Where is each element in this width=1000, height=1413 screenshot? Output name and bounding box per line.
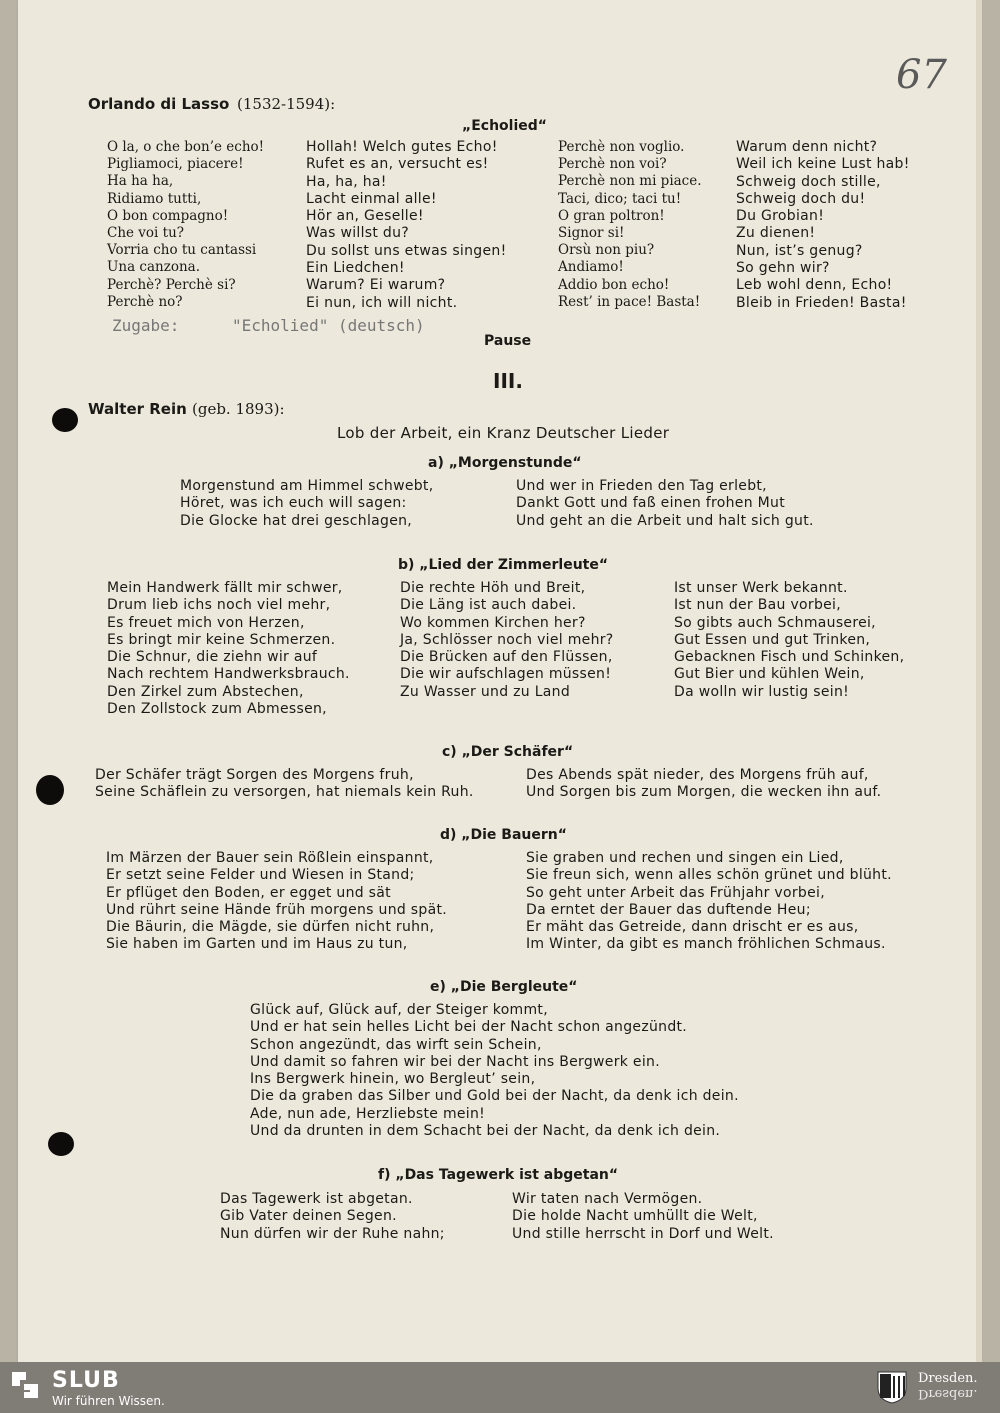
lyric-line: Gut Essen und gut Trinken,	[674, 631, 871, 648]
section-numeral-three: III.	[493, 369, 523, 393]
paper-edge	[976, 0, 982, 1362]
lyric-line: Bleib in Frieden! Basta!	[736, 294, 907, 311]
composer-dates-lasso: (1532-1594):	[237, 95, 336, 113]
lyric-line: So geht unter Arbeit das Frühjahr vorbei,	[526, 884, 825, 901]
lyric-line: Hollah! Welch gutes Echo!	[306, 139, 498, 155]
song-title-bauern: d) „Die Bauern“	[440, 827, 567, 843]
lyric-line: Nun dürfen wir der Ruhe nahn;	[220, 1225, 445, 1242]
tagewerk-right	[512, 1191, 774, 1243]
schaefer-left	[95, 767, 474, 802]
lyric-line: Gebacknen Fisch und Schinken,	[674, 649, 905, 666]
lyric-line: Sie freun sich, wenn alles schön grünet und blüht.	[526, 867, 892, 884]
lyric-line: Perchè no?	[107, 293, 183, 310]
song-title-schaefer: c) „Der Schäfer“	[442, 744, 574, 760]
lyric-line: Perchè? Perchè si?	[107, 276, 236, 293]
lyric-line: Dankt Gott und faß einen frohen Mut	[516, 495, 785, 512]
lyric-line: Er mäht das Getreide, dann drischt er es aus,	[526, 919, 859, 936]
lyric-line: Es bringt mir keine Schmerzen.	[107, 631, 336, 648]
composer-name-rein: Walter Rein	[88, 400, 187, 418]
echolied-german-col-4	[736, 139, 910, 312]
lyric-line: Seine Schäflein zu versorgen, hat niemals kein Ruh.	[95, 784, 474, 801]
echolied-german-col-2	[306, 139, 506, 312]
lyric-line: Was willst du?	[306, 225, 410, 242]
lyric-line: Drum lieb ichs noch viel mehr,	[107, 597, 331, 614]
lyric-line: Schweig doch stille,	[736, 173, 881, 190]
lyric-line: Es freuet mich von Herzen,	[107, 614, 305, 631]
lyric-line: Die Glocke hat drei geschlagen,	[180, 512, 413, 529]
song-title-tagewerk: f) „Das Tagewerk ist abgetan“	[378, 1167, 619, 1183]
lyric-line: Hör an, Geselle!	[306, 208, 424, 225]
footer-brand[interactable]: SLUB	[52, 1368, 120, 1393]
lyric-line: Ade, nun ade, Herzliebste mein!	[250, 1105, 486, 1122]
lyric-line: Die da graben das Silber und Gold bei der Nacht, da denk ich dein.	[250, 1088, 739, 1105]
lyric-line: Wo kommen Kirchen her?	[400, 614, 586, 631]
lyric-line: So gibts auch Schmauserei,	[674, 614, 876, 631]
lyric-line: Perchè non voi?	[558, 156, 667, 173]
lyric-line: O la, o che bon’e echo!	[107, 139, 265, 155]
lyric-line: Schweig doch du!	[736, 190, 866, 207]
zimmerleute-col-2	[400, 580, 614, 701]
composer-name-lasso: Orlando di Lasso	[88, 95, 230, 113]
lyric-line: Andiamo!	[558, 259, 624, 276]
lyric-line: Ja, Schlösser noch viel mehr?	[400, 631, 614, 648]
tagewerk-left	[220, 1191, 445, 1243]
lyric-line: Zu dienen!	[736, 225, 816, 242]
song-title-morgenstunde: a) „Morgenstunde“	[428, 455, 582, 471]
lyric-line: Wir taten nach Vermögen.	[512, 1191, 703, 1207]
lyric-line: Und damit so fahren wir bei der Nacht ins Bergwerk ein.	[250, 1053, 660, 1070]
lyric-line: Und rührt seine Hände früh morgens und spät.	[106, 901, 448, 918]
lyric-line: Du Grobian!	[736, 208, 825, 225]
lyric-line: Vorria cho tu cantassi	[107, 242, 257, 259]
lyric-line: So gehn wir?	[736, 260, 830, 277]
lyric-line: Er setzt seine Felder und Wiesen in Stand;	[106, 867, 415, 884]
bergleute-lines	[250, 1002, 739, 1140]
schaefer-right	[526, 767, 881, 802]
zimmerleute-col-3	[674, 580, 904, 701]
lyric-line: Zu Wasser und zu Land	[400, 683, 571, 700]
lyric-line: Pigliamoci, piacere!	[107, 156, 244, 173]
lyric-line: Ist nun der Bau vorbei,	[674, 597, 841, 614]
lyric-line: Ist unser Werk bekannt.	[674, 580, 848, 596]
lyric-line: Ei nun, ich will nicht.	[306, 294, 458, 311]
lyric-line: Die rechte Höh und Breit,	[400, 580, 586, 596]
lyric-line: Sie graben und rechen und singen ein Lied,	[526, 850, 844, 866]
lyric-line: Schon angezündt, das wirft sein Schein,	[250, 1036, 542, 1053]
morgenstunde-left	[180, 478, 433, 530]
lyric-line: Gut Bier und kühlen Wein,	[674, 666, 865, 683]
lyric-line: Im Märzen der Bauer sein Rößlein einspannt,	[106, 850, 434, 866]
lyric-line: Die Läng ist auch dabei.	[400, 597, 577, 614]
lyric-line: Des Abends spät nieder, des Morgens früh auf,	[526, 767, 869, 783]
echolied-italian-col-1	[107, 139, 264, 311]
punch-hole-bottom	[48, 1132, 74, 1156]
lyric-line: Und geht an die Arbeit und halt sich gut.	[516, 512, 814, 529]
lyric-line: Addio bon echo!	[558, 276, 670, 293]
lyric-line: Die holde Nacht umhüllt die Welt,	[512, 1208, 758, 1225]
lyric-line: Signor si!	[558, 225, 625, 242]
lyric-line: Die Bäurin, die Mägde, sie dürfen nicht ruhn,	[106, 919, 435, 936]
lyric-line: Da wolln wir lustig sein!	[674, 683, 850, 700]
lyric-line: Du sollst uns etwas singen!	[306, 242, 507, 259]
lyric-line: Una canzona.	[107, 259, 200, 276]
lyric-line: Die wir aufschlagen müssen!	[400, 666, 612, 683]
lyric-line: Die Brücken auf den Flüssen,	[400, 649, 613, 666]
lyric-line: Warum denn nicht?	[736, 139, 878, 155]
lyric-line: Nun, ist’s genug?	[736, 242, 863, 259]
punch-hole-top	[52, 408, 78, 432]
composer-dates-rein: (geb. 1893):	[192, 400, 285, 418]
lyric-line: Und wer in Frieden den Tag erlebt,	[516, 478, 767, 494]
lyric-line: Im Winter, da gibt es manch fröhlichen Schmaus.	[526, 936, 886, 953]
lyric-line: O bon compagno!	[107, 207, 229, 224]
footer-bar	[0, 1362, 1000, 1413]
pause-label: Pause	[484, 333, 532, 349]
lyric-line: Sie haben im Garten und im Haus zu tun,	[106, 936, 408, 953]
lyric-line: Ridiamo tutti,	[107, 190, 202, 207]
lyric-line: Der Schäfer trägt Sorgen des Morgens fruh,	[95, 767, 414, 783]
morgenstunde-right	[516, 478, 814, 530]
lyric-line: Weil ich keine Lust hab!	[736, 156, 910, 173]
lyric-line: Den Zirkel zum Abstechen,	[107, 683, 304, 700]
lyric-line: Den Zollstock zum Abmessen,	[107, 701, 327, 718]
song-title-zimmerleute: b) „Lied der Zimmerleute“	[398, 557, 609, 573]
lyric-line: Ins Bergwerk hinein, wo Bergleut’ sein,	[250, 1071, 536, 1088]
lyric-line: Leb wohl denn, Echo!	[736, 277, 893, 294]
encore-label: Zugabe:	[112, 316, 180, 335]
lyric-line: Und Sorgen bis zum Morgen, die wecken ihn auf.	[526, 784, 882, 801]
lyric-line: Und er hat sein helles Licht bei der Nacht schon angezündt.	[250, 1019, 688, 1036]
lyric-line: Und da drunten in dem Schacht bei der Nacht, da denk ich dein.	[250, 1123, 721, 1140]
lyric-line: Das Tagewerk ist abgetan.	[220, 1191, 413, 1207]
lyric-line: Lacht einmal alle!	[306, 190, 437, 207]
lyric-line: Perchè non mi piace.	[558, 173, 702, 190]
cycle-title: Lob der Arbeit, ein Kranz Deutscher Lieder	[337, 424, 670, 442]
lyric-line: Und stille herrscht in Dorf und Welt.	[512, 1225, 774, 1242]
slub-logo-icon	[10, 1370, 40, 1400]
encore-title: "Echolied" (deutsch)	[232, 316, 425, 335]
lyric-line: Rufet es an, versucht es!	[306, 156, 489, 173]
lyric-line: Orsù non piu?	[558, 242, 655, 259]
echolied-italian-col-3	[558, 139, 702, 311]
lyric-line: Glück auf, Glück auf, der Steiger kommt,	[250, 1002, 548, 1018]
dresden-crest-icon	[876, 1370, 908, 1404]
song-title-bergleute: e) „Die Bergleute“	[430, 979, 578, 995]
lyric-line: Perchè non voglio.	[558, 139, 685, 155]
punch-hole-middle	[36, 775, 64, 805]
page-number-handwritten: 67	[896, 52, 947, 98]
lyric-line: Ha ha ha,	[107, 173, 174, 190]
lyric-line: Warum? Ei warum?	[306, 277, 446, 294]
lyric-line: Che voi tu?	[107, 225, 185, 242]
lyric-line: Er pflüget den Boden, er egget und sät	[106, 884, 391, 901]
lyric-line: Morgenstund am Himmel schwebt,	[180, 478, 434, 494]
song-title-echolied: „Echolied“	[462, 118, 547, 134]
lyric-line: Taci, dico; taci tu!	[558, 190, 682, 207]
bauern-left	[106, 850, 447, 954]
lyric-line: Höret, was ich euch will sagen:	[180, 495, 407, 512]
lyric-line: Ha, ha, ha!	[306, 173, 387, 190]
bauern-right	[526, 850, 892, 954]
footer-tagline: Wir führen Wissen.	[52, 1394, 165, 1408]
zimmerleute-col-1	[107, 580, 350, 718]
lyric-line: Rest’ in pace! Basta!	[558, 293, 701, 310]
lyric-line: O gran poltron!	[558, 207, 665, 224]
lyric-line: Nach rechtem Handwerksbrauch.	[107, 666, 350, 683]
lyric-line: Da erntet der Bauer das duftende Heu;	[526, 901, 811, 918]
lyric-line: Gib Vater deinen Segen.	[220, 1208, 397, 1225]
lyric-line: Ein Liedchen!	[306, 260, 405, 277]
lyric-line: Die Schnur, die ziehn wir auf	[107, 649, 318, 666]
footer-city[interactable]: Dresden.	[918, 1371, 978, 1386]
footer-city-mirror: Dresden.	[918, 1386, 978, 1401]
lyric-line: Mein Handwerk fällt mir schwer,	[107, 580, 343, 596]
